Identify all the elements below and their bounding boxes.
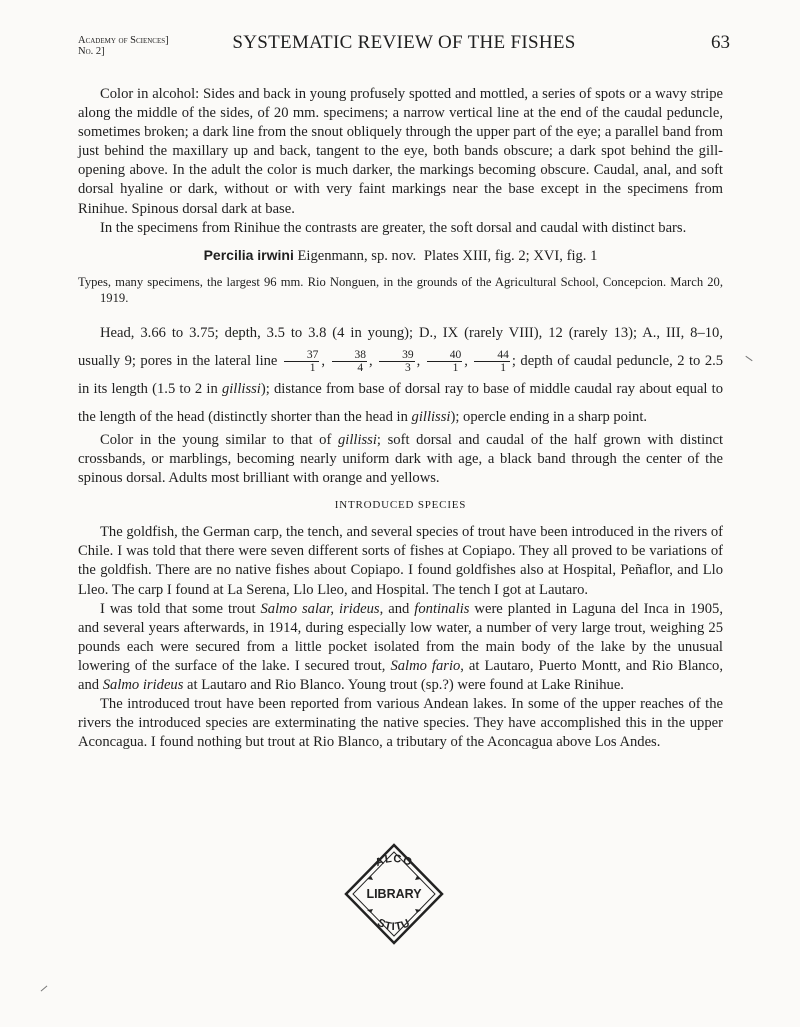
species-author: Eigenmann, sp. nov. (293, 247, 417, 264)
gillissi-ref-1: gillissi (221, 380, 261, 397)
fraction-separator: , (369, 352, 378, 369)
color-paragraph: Color in alcohol: Sides and back in young profusely spotted and mottled, a series of spots or a wavy stripe along the middle of the sides, of 20 mm. specimens; a narrow vertical line at the end of the caudal peduncle, sometimes broken; a dark line from the snout obliquely through the upper part of the eye; a parallel band from just behind the maxillary up and back, tangent to the eye, both bands obscure; a dark spot behind the gill-opening above. In the adult the color is much darker, the markings becoming obscure. Caudal, anal, and soft dorsal hyaline or dark, without or with very faint markings near the base except in the specimens from Rinihue. Spinous dorsal dark at base. (78, 86, 723, 217)
page-number: 63 (711, 32, 730, 53)
salmo-salar: Salmo salar (260, 600, 331, 617)
section-heading-introduced: INTRODUCED SPECIES (334, 499, 467, 512)
lateral-line-fractions (282, 349, 512, 374)
fraction-numerator: 38 (332, 349, 368, 362)
fontinalis: fontinalis (414, 600, 470, 617)
fraction-separator: , (321, 352, 330, 369)
comma-1: , (330, 600, 340, 617)
peduncle-text: ; depth of caudal peduncle, 2 to 2.5 in its length (1.5 to 2 in (78, 352, 724, 397)
species-name: Percilia irwini (203, 246, 294, 263)
lateral-line-fraction (474, 349, 510, 374)
description-paragraph (78, 319, 723, 431)
trout-text-1: I was told that some trout (100, 600, 261, 617)
fraction-denominator: 1 (452, 362, 459, 374)
salmo-irideus: Salmo irideus (102, 676, 184, 693)
gillissi-ref-2: gillissi (411, 408, 451, 425)
types-text: Types, many specimens, the largest 96 mm. Rio Nonguen, in the grounds of the Agricultural School, Concepcion. March 20, 1919. (78, 274, 723, 306)
margin-mark (745, 356, 752, 361)
types-note (78, 274, 723, 307)
trout-text-4: at Lautaro and Rio Blanco. Young trout (sp.?) were found at Lake Rinihue. (183, 676, 624, 693)
trout-text-3: , at Lautaro, Puerto Montt, and Rio Blanco, and (78, 657, 723, 693)
introduced-paragraph-1: The goldfish, the German carp, the tench, and several species of trout have been introduced in the rivers of Chile. I was told that there were seven different sorts of fishes at Copiapo. They all proved to be variations of the goldfish. There are no native fishes about Copiapo. I found goldfishes also at Hospital, Peñaflor, and Llo Lleo. The carp I found at La Serena, Llo Lleo, and Hospital. The tench I got at Lautaro. (78, 524, 723, 598)
running-header (78, 32, 730, 82)
distance-text: ); distance from base of dorsal ray to base of middle caudal ray about equal to the length of the head (distinctly shorter than the head in (78, 380, 723, 425)
running-title: SYSTEMATIC REVIEW OF THE FISHES (232, 32, 576, 53)
lateral-line-fraction (284, 349, 320, 374)
journal-number: No. 2] (78, 46, 105, 57)
rinihue-paragraph: In the specimens from Rinihue the contrasts are greater, the soft dorsal and caudal with distinct bars. (100, 219, 687, 236)
stamp-bottom-text: STITU (375, 916, 413, 934)
fraction-numerator: 40 (427, 349, 463, 362)
fraction-separator: , (416, 352, 425, 369)
opercle-text: ); opercle ending in a sharp point. (450, 408, 648, 425)
fraction-denominator: 1 (309, 362, 316, 374)
lateral-line-fraction (427, 349, 463, 374)
lateral-line-fraction (379, 349, 415, 374)
fraction-denominator: 4 (357, 362, 364, 374)
introduced-paragraph-3: The introduced trout have been reported from various Andean lakes. In some of the upper reaches of the rivers the introduced species are exterminating the native species. They have accomplished this in the upper Aconcagua. I found nothing but trout at Rio Blanco, a tributary of the Aconcagua above Los Andes. (78, 696, 723, 751)
margin-mark-bottom (41, 986, 48, 992)
and-1: , and (379, 600, 415, 617)
lateral-line-fraction (332, 349, 368, 374)
journal-name: Academy of Sciences] (78, 35, 169, 46)
head-measurements: Head, 3.66 to 3.75; depth, 3.5 to 3.8 (4 in young); D., IX (rarely VIII), 12 (rarely 13); A., III, 8–10, usually 9; pores in the lateral line (78, 324, 723, 369)
page-body (78, 85, 723, 752)
fraction-separator: , (464, 352, 473, 369)
salmo-fario: Salmo fario (390, 657, 461, 674)
fraction-numerator: 37 (284, 349, 320, 362)
fraction-denominator: 3 (405, 362, 411, 374)
introduced-paragraph-2 (78, 600, 723, 695)
fraction-denominator: 1 (500, 362, 507, 374)
stamp-top-text: ALCO (373, 852, 415, 870)
stamp-center-text: LIBRARY (366, 887, 422, 901)
fraction-numerator: 44 (474, 349, 510, 362)
young-color-text-1: Color in the young similar to that of (100, 431, 338, 448)
young-color-paragraph (78, 431, 723, 488)
young-color-text-2: ; soft dorsal and caudal of the half grown with distinct crossbands, or marblings, becoming nearly uniform dark with age, a black band through the center of the spinous dorsal. Adults most brilliant with orange and yellows. (78, 431, 723, 487)
trout-text-2: were planted in Laguna del Inca in 1905, and several years afterwards, in 1914, during especially low water, a number of very large trout, weighing 25 pounds each were secured from a little pocket isolated from the main body of the lake by the unusual lowering of the surface of the lake. I secured trout, (78, 600, 723, 674)
species-heading (78, 246, 723, 266)
fraction-numerator: 39 (379, 349, 415, 362)
stamp-seal-icon (342, 842, 446, 946)
species-plates: Plates XIII, fig. 2; XVI, fig. 1 (423, 247, 598, 264)
gillissi-ref-3: gillissi (337, 431, 377, 448)
irideus: irideus (339, 600, 380, 617)
svg-text:ALCO (374, 853, 415, 869)
library-stamp (342, 842, 446, 946)
